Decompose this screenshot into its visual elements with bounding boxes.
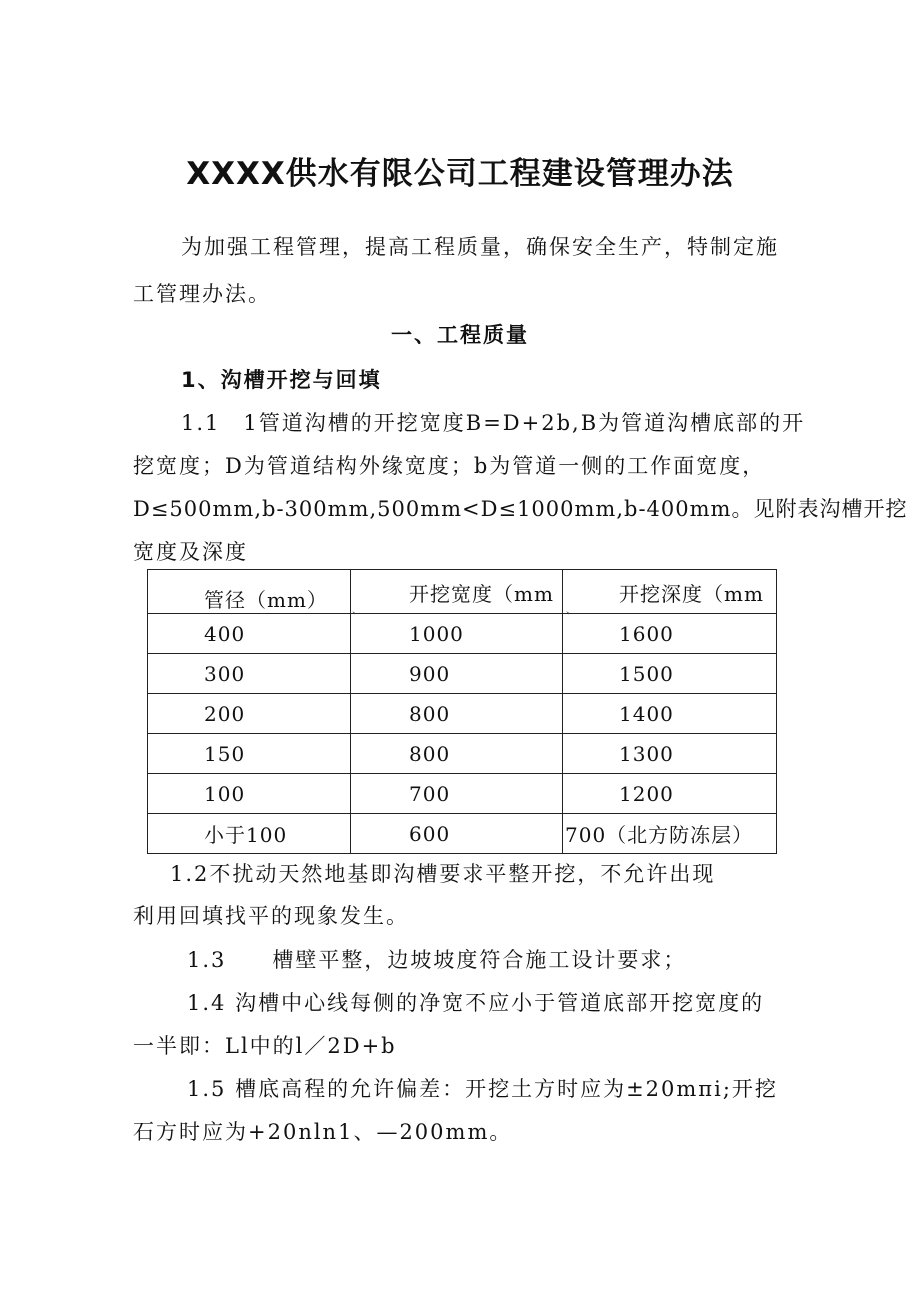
document-title: XXXX供水有限公司工程建设管理办法 [186, 156, 734, 192]
subsection-heading: 1、沟槽开挖与回填 [181, 368, 382, 392]
para-1-5-line-1: 1.5 槽底高程的允许偏差：开挖土方时应为±20mπi;开挖 [187, 1077, 778, 1101]
intro-line-2: 工管理办法。 [133, 282, 271, 306]
table-cell: 800 [351, 694, 563, 734]
header-mark: 、 [352, 603, 363, 616]
para-1-5-line-2: 石方时应为+20nln1、—200mm。 [133, 1120, 513, 1144]
table-cell: 150 [148, 734, 351, 774]
para-1-2-line-2: 利用回填找平的现象发生。 [133, 904, 409, 928]
table-row [148, 654, 777, 694]
trench-spec-table [147, 569, 777, 854]
para-1-2-line-1: 1.2不扰动天然地基即沟槽要求平整开挖，不允许出现 [170, 862, 716, 886]
para-1-1-line-3: D≤500mm,b-300mm,500mm<D≤1000mm,b-400mm。见附表沟槽开挖 [133, 497, 908, 521]
table-cell: 300 [148, 654, 351, 694]
table-cell: 1200 [563, 774, 777, 814]
table-cell: 1500 [563, 654, 777, 694]
table-row [148, 734, 777, 774]
para-1-1-line-4: 宽度及深度 [133, 540, 248, 564]
table-cell: 200 [148, 694, 351, 734]
section-heading: 一、工程质量 [391, 323, 529, 347]
table-cell: 100 [148, 774, 351, 814]
intro-line-1: 为加强工程管理，提高工程质量，确保安全生产，特制定施 [181, 235, 779, 259]
para-1-1-line-1: 1.1 1管道沟槽的开挖宽度B=D+2b,B为管道沟槽底部的开 [181, 411, 806, 435]
table-row [148, 774, 777, 814]
table-cell: 900 [351, 654, 563, 694]
para-1-4-line-2: 一半即：Ll中的l／2D+b [133, 1034, 397, 1058]
table-cell: 800 [351, 734, 563, 774]
header-excavation-depth: 开挖深度（mm [563, 570, 777, 614]
table-header-row [148, 570, 777, 614]
table-row [148, 614, 777, 654]
table-cell: 小于100 [148, 814, 351, 854]
header-mark: 、 [566, 603, 577, 616]
table-cell: 1000 [351, 614, 563, 654]
para-1-1-line-2: 挖宽度；D为管道结构外缘宽度；b为管道一侧的工作面宽度， [133, 454, 766, 478]
table-cell: 400 [148, 614, 351, 654]
table-cell: 1600 [563, 614, 777, 654]
table-cell: 700（北方防冻层） [563, 814, 777, 854]
header-excavation-width: 开挖宽度（mm [351, 570, 563, 614]
table-cell: 1400 [563, 694, 777, 734]
table-row [148, 694, 777, 734]
table-row [148, 814, 777, 854]
para-1-3: 1.3 槽壁平整，边坡坡度符合施工设计要求； [187, 948, 687, 972]
table-cell: 600 [351, 814, 563, 854]
para-1-4-line-1: 1.4 沟槽中心线每侧的净宽不应小于管道底部开挖宽度的 [187, 991, 765, 1015]
header-pipe-diameter: 管径（mm） [148, 570, 351, 614]
table-cell: 700 [351, 774, 563, 814]
table-cell: 1300 [563, 734, 777, 774]
